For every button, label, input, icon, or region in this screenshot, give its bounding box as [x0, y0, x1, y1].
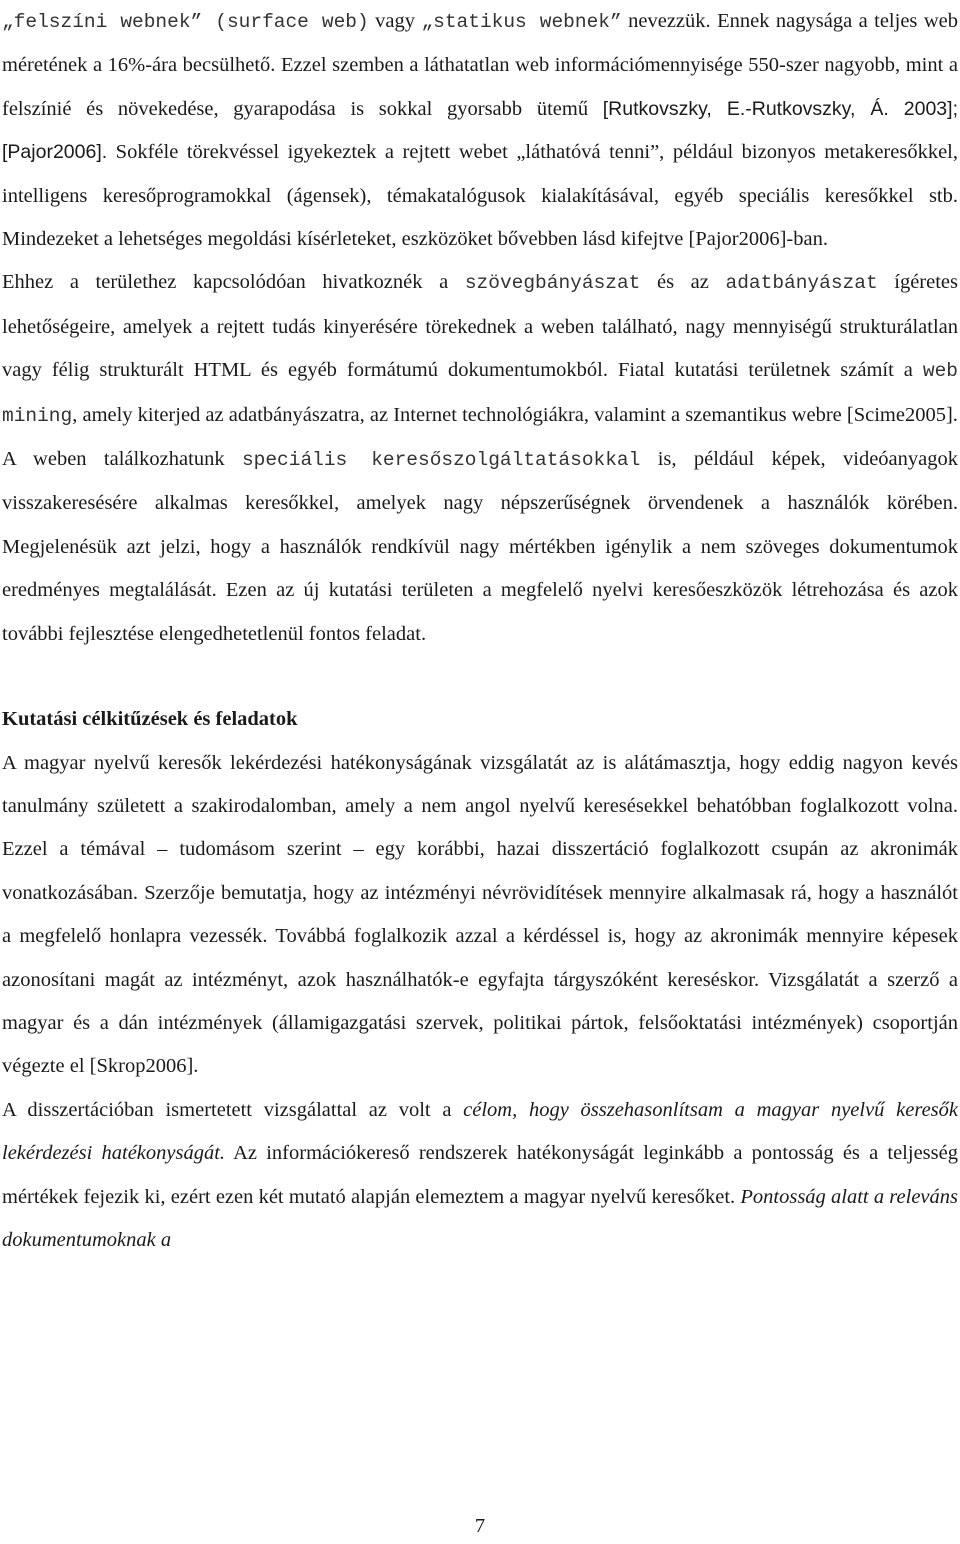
text-run: is, például képek, videóanyagok visszakeresésére alkalmas keresőkkel, amelyek nagy népszerűségnek örvendenek a használók körében. Megjelenésük azt jelzi, hogy a használók rendkívül nagy mértékben igénylik a nem szöveges dokumentumok eredményes megtalálását. Ezen az új kutatási területen a megfelelő nyelvi keresőeszközök létrehozása és azok további fejlesztése elengedhetetlenül fontos feladat. [2, 448, 958, 645]
text-run: A magyar nyelvű keresők lekérdezési hatékonyságának vizsgálatát az is alátámasztja, hogy eddig nagyon kevés tanulmány született a szakirodalomban, amely a nem angol nyelvű keresésekkel behatóbban foglalkozott volna. Ezzel a témával – tudomásom szerint – egy korábbi, hazai disszertáció foglalkozott csupán az akronimák vonatkozásában. Szerzője bemutatja, hogy az intézményi névrövidítések mennyire alkalmasak rá, hogy a használót a megfelelő honlapra vezessék. Továbbá foglalkozik azzal a kérdéssel is, hogy az akronimák mennyire képesek azonosítani magát az intézményt, azok használhatók-e egyfajta tárgyszóként kereséskor. Vizsgálatát a szerző a magyar és a dán intézmények (államigazgatási szervek, politikai pártok, felsőoktatási intézmények) csoportján végezte el [Skrop2006]. [2, 751, 958, 1078]
term-special-search: speciális keresőszolgáltatásokkal [241, 449, 641, 472]
page-number: 7 [474, 1515, 486, 1537]
term-static-web: „statikus webnek” [421, 11, 622, 33]
text-run: vagy [368, 10, 422, 32]
paragraph-research-goals [2, 742, 958, 1089]
text-run: nevezzük. Ennek nagysága a teljes web méretének a 16%-ára becsülhető. Ezzel szemben a láthatatlan web információmennyisége 550-szer nagyobb, mint a felszínié és növekedése, gyarapodása is sokkal gyorsabb ütemű [2, 10, 958, 120]
text-run: és az [640, 271, 726, 294]
text-run: Sokféle törekvéssel igyekeztek a rejtett webet „láthatóvá tenni”, például bizonyos metakeresőkkel, intelligens keresőprogramokkal (ágensek), témakatalógusok kialakításával, egyéb speciális keresőkkel stb. Mindezeket a lehetséges megoldási kísérleteket, eszközöket bővebben lásd kifejtve [Pajor2006]-ban. [2, 141, 958, 251]
paragraph-dissertation-aim [2, 1089, 958, 1263]
paragraph-text-mining [2, 261, 958, 438]
text-run: A disszertációban ismertetett vizsgálattal az volt a [2, 1098, 464, 1121]
text-run: Ehhez a területhez kapcsolódóan hivatkoznék a [2, 271, 465, 294]
section-heading: Kutatási célkitűzések és feladatok [2, 708, 298, 731]
term-data-mining: adatbányászat [725, 272, 878, 295]
text-run: , amely kiterjed az adatbányászatra, az Internet technológiákra, valamint a szemantikus webre [Scime2005]. [72, 403, 958, 426]
term-text-mining: szövegbányászat [464, 272, 641, 295]
italic-precision: Pontosság alatt a releváns dokumentumoknak a [2, 1185, 958, 1251]
text-run: Az információkereső rendszerek hatékonyságát leginkább a pontosság és a teljesség mértékek fejezik ki, ezért ezen két mutató alapján elemeztem a magyar nyelvű keresőket. [2, 1142, 958, 1208]
italic-aim: célom, hogy összehasonlítsam a magyar nyelvű keresők lekérdezési hatékonyságát. [2, 1098, 958, 1165]
citation-rutkovszky: [Rutkovszky, E.-Rutkovszky, Á. 2003]; [Pajor2006]. [2, 97, 958, 164]
text-run: A weben találkozhatunk [2, 448, 242, 471]
paragraph-special-search [2, 438, 958, 656]
term-web-mining: web mining [2, 360, 958, 427]
paragraph-surface-web [2, 0, 958, 261]
text-run: ígéretes lehetőségeire, amelyek a rejtett tudás kinyerésére törekednek a weben található, nagy mennyiségű strukturálatlan vagy félig strukturált HTML és egyéb formátumú dokumentumokból. Fiatal kutatási területnek számít a [2, 271, 958, 382]
term-surface-web: „felszíni webnek” (surface web) [2, 11, 369, 33]
